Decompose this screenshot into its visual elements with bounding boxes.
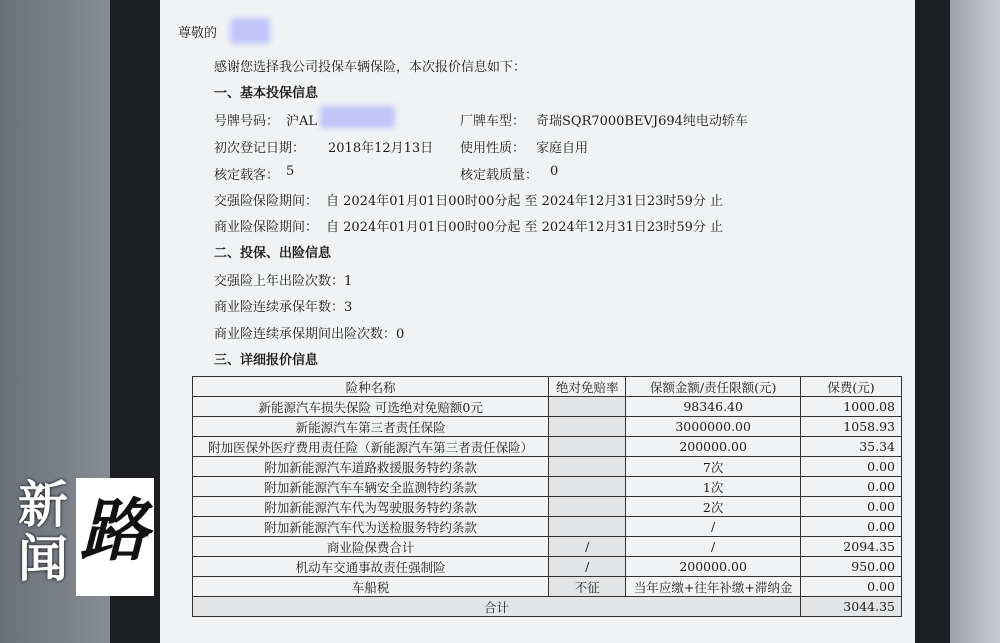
- header-deductible: 绝对免赔率: [549, 377, 626, 397]
- row-deductible: 不征: [549, 577, 626, 597]
- header-coverage: 险种名称: [193, 377, 549, 397]
- total-row: [193, 597, 902, 617]
- usage-label: 使用性质：: [460, 141, 526, 156]
- plate-label: 号牌号码：: [214, 114, 280, 129]
- row-deductible: [549, 417, 626, 437]
- row-amount: 98346.40: [626, 397, 801, 417]
- table-row: [193, 557, 902, 577]
- section1-title: 一、基本投保信息: [214, 86, 319, 101]
- section2-title: 二、投保、出险信息: [214, 246, 332, 261]
- jqx-period-label: 交强险保险期间：: [214, 194, 319, 209]
- table-row: [193, 497, 902, 517]
- row-coverage-name: 车船税: [193, 577, 549, 597]
- row-deductible: [549, 457, 626, 477]
- syx-years: 商业险连续承保年数：3: [214, 300, 353, 315]
- row-coverage-name: 附加新能源汽车代为送检服务特约条款: [193, 517, 549, 537]
- row-coverage-name: 商业险保费合计: [193, 537, 549, 557]
- row-amount: /: [626, 537, 801, 557]
- row-coverage-name: 附加医保外医疗费用责任险（新能源汽车第三者责任保险）: [193, 437, 549, 457]
- table-row: [193, 517, 902, 537]
- row-premium: 0.00: [801, 517, 902, 537]
- table-row: [193, 477, 902, 497]
- watermark-char3: 路: [80, 491, 149, 571]
- row-coverage-name: 新能源汽车损失保险 可选绝对免赔额0元: [193, 397, 549, 417]
- jqx-claims: 交强险上年出险次数：1: [214, 274, 353, 289]
- watermark-char1: 新: [18, 475, 68, 534]
- seats-value: 5: [286, 164, 295, 179]
- reg-label: 初次登记日期：: [214, 141, 306, 156]
- redacted-name: [230, 18, 270, 44]
- row-amount: 2次: [626, 497, 801, 517]
- mass-value: 0: [550, 164, 559, 179]
- row-amount: 200000.00: [626, 557, 801, 577]
- header-amount: 保额金额/责任限额(元): [626, 377, 801, 397]
- row-amount: /: [626, 517, 801, 537]
- total-value: 3044.35: [801, 597, 902, 617]
- row-coverage-name: 附加新能源汽车道路救援服务特约条款: [193, 457, 549, 477]
- row-amount: 1次: [626, 477, 801, 497]
- watermark-box: [76, 478, 154, 596]
- table-row: [193, 437, 902, 457]
- row-coverage-name: 附加新能源汽车车辆安全监测特约条款: [193, 477, 549, 497]
- row-coverage-name: 机动车交通事故责任强制险: [193, 557, 549, 577]
- syx-period-label: 商业险保险期间：: [214, 220, 319, 235]
- seats-label: 核定载客：: [214, 168, 280, 183]
- row-deductible: [549, 517, 626, 537]
- row-premium: 1000.08: [801, 397, 902, 417]
- intro-text: 感谢您选择我公司投保车辆保险，本次报价信息如下：: [214, 60, 527, 75]
- header-premium: 保费(元): [801, 377, 902, 397]
- greeting: 尊敬的: [178, 26, 218, 41]
- row-amount: 当年应缴+往年补缴+滞纳金: [626, 577, 801, 597]
- quote-table: [192, 376, 902, 617]
- row-amount: 200000.00: [626, 437, 801, 457]
- row-deductible: /: [549, 557, 626, 577]
- section3-title: 三、详细报价信息: [214, 353, 319, 368]
- row-coverage-name: 附加新能源汽车代为驾驶服务特约条款: [193, 497, 549, 517]
- row-premium: 0.00: [801, 577, 902, 597]
- table-row: [193, 537, 902, 557]
- total-label: 合计: [193, 597, 801, 617]
- row-premium: 35.34: [801, 437, 902, 457]
- row-deductible: [549, 497, 626, 517]
- redacted-plate: [320, 106, 395, 128]
- row-premium: 0.00: [801, 457, 902, 477]
- table-row: [193, 457, 902, 477]
- watermark-char2: 闻: [18, 529, 68, 588]
- news-logo-watermark: [18, 475, 153, 596]
- row-deductible: [549, 397, 626, 417]
- row-premium: 950.00: [801, 557, 902, 577]
- row-deductible: [549, 437, 626, 457]
- syx-claims: 商业险连续承保期间出险次数：0: [214, 327, 405, 342]
- syx-period-value: 自 2024年01月01日00时00分起 至 2024年12月31日23时59分 止: [326, 220, 724, 235]
- quote-document: [170, 0, 915, 643]
- row-amount: 3000000.00: [626, 417, 801, 437]
- row-premium: 0.00: [801, 497, 902, 517]
- model-value: 奇瑞SQR7000BEVJ694纯电动轿车: [536, 114, 748, 129]
- table-row: [193, 417, 902, 437]
- row-premium: 0.00: [801, 477, 902, 497]
- row-coverage-name: 新能源汽车第三者责任保险: [193, 417, 549, 437]
- watermark-text: [18, 475, 70, 588]
- mass-label: 核定载质量：: [460, 168, 539, 183]
- row-premium: 2094.35: [801, 537, 902, 557]
- table-row: [193, 577, 902, 597]
- usage-value: 家庭自用: [536, 141, 589, 156]
- plate-value: 沪AL: [286, 114, 318, 129]
- reg-value: 2018年12月13日: [328, 141, 434, 156]
- jqx-period-value: 自 2024年01月01日00时00分起 至 2024年12月31日23时59分 止: [326, 194, 724, 209]
- row-premium: 1058.93: [801, 417, 902, 437]
- row-deductible: [549, 477, 626, 497]
- table-header-row: [193, 377, 902, 397]
- model-label: 厂牌车型：: [460, 114, 526, 129]
- row-deductible: /: [549, 537, 626, 557]
- phone-screen: [160, 0, 915, 643]
- row-amount: 7次: [626, 457, 801, 477]
- table-row: [193, 397, 902, 417]
